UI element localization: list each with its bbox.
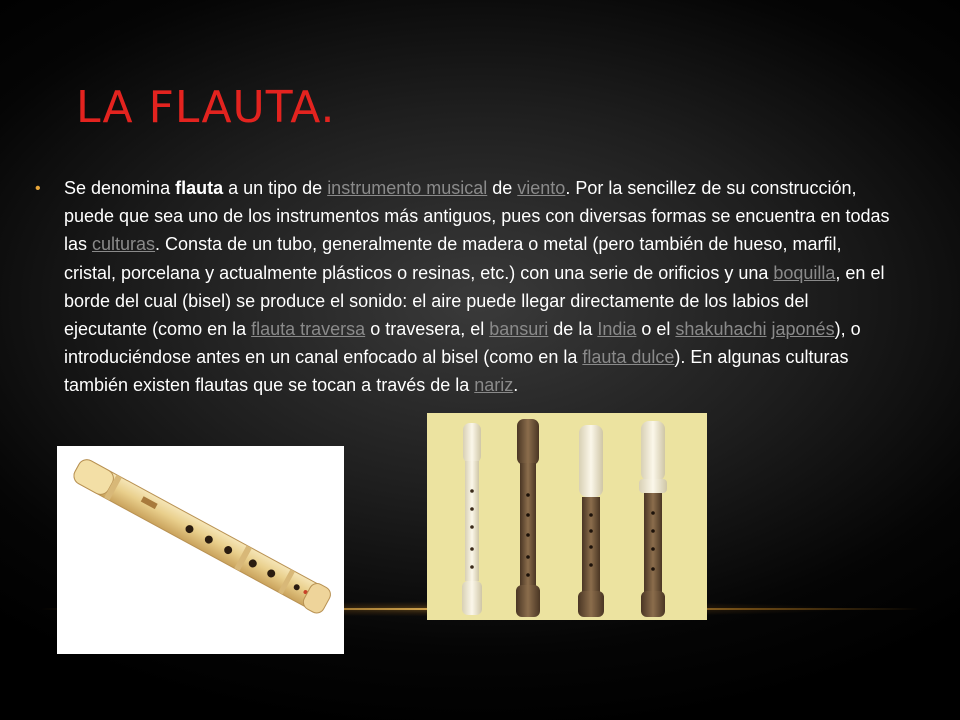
recorder-photo-left	[57, 446, 344, 654]
text-run: , en el borde del cual (bisel) se produce el sonido: el aire puede llegar directamente de los labios del ejecutante (como en la	[64, 262, 885, 340]
text-run: Se denomina	[64, 178, 176, 198]
recorder-single-image	[57, 446, 344, 654]
recorder-photo-right	[427, 413, 707, 620]
body-paragraph	[64, 174, 894, 400]
text-run: ), o introduciéndose antes en un canal enfocado al bisel (como en la	[64, 319, 861, 368]
text-run: o el	[636, 319, 676, 340]
text-run: de la	[548, 319, 598, 340]
text-run: . Consta de un tubo, generalmente de madera o metal (pero también de hueso, marfil, cristal, porcelana y actualmente plásticos o resinas, etc.) con una serie de orificios y una	[64, 234, 842, 283]
link-india[interactable]: India	[597, 319, 637, 340]
text-run: o travesera, el	[365, 319, 490, 340]
bold-term: flauta	[175, 178, 224, 198]
text-run: .	[513, 375, 519, 396]
link-instrumento-musical[interactable]: instrumento musical	[327, 178, 488, 198]
link-flauta-traversa[interactable]: flauta traversa	[251, 319, 366, 340]
slide-title: LA FLAUTA.	[76, 82, 336, 133]
link-bansuri[interactable]: bansuri	[489, 319, 549, 340]
bullet-icon: •	[35, 180, 41, 197]
link-flauta-dulce[interactable]: flauta dulce	[582, 347, 675, 368]
text-run: a un tipo de	[223, 178, 328, 198]
link-culturas[interactable]: culturas	[92, 234, 156, 255]
link-nariz[interactable]: nariz	[474, 375, 514, 396]
recorder-group-image	[427, 413, 707, 620]
text-run: ). En algunas culturas también existen flautas que se tocan a través de la	[64, 347, 849, 396]
link-shakuhachi[interactable]: shakuhachi	[675, 319, 767, 340]
link-boquilla[interactable]: boquilla	[773, 262, 836, 283]
text-run: de	[487, 178, 518, 198]
text-run: . Por la sencillez de su construcción, puede que sea uno de los instrumentos más antiguos, pues con diversas formas se encuentra en todas las	[64, 178, 890, 255]
link-japones[interactable]: japonés	[771, 319, 835, 340]
link-viento[interactable]: viento	[517, 178, 566, 198]
